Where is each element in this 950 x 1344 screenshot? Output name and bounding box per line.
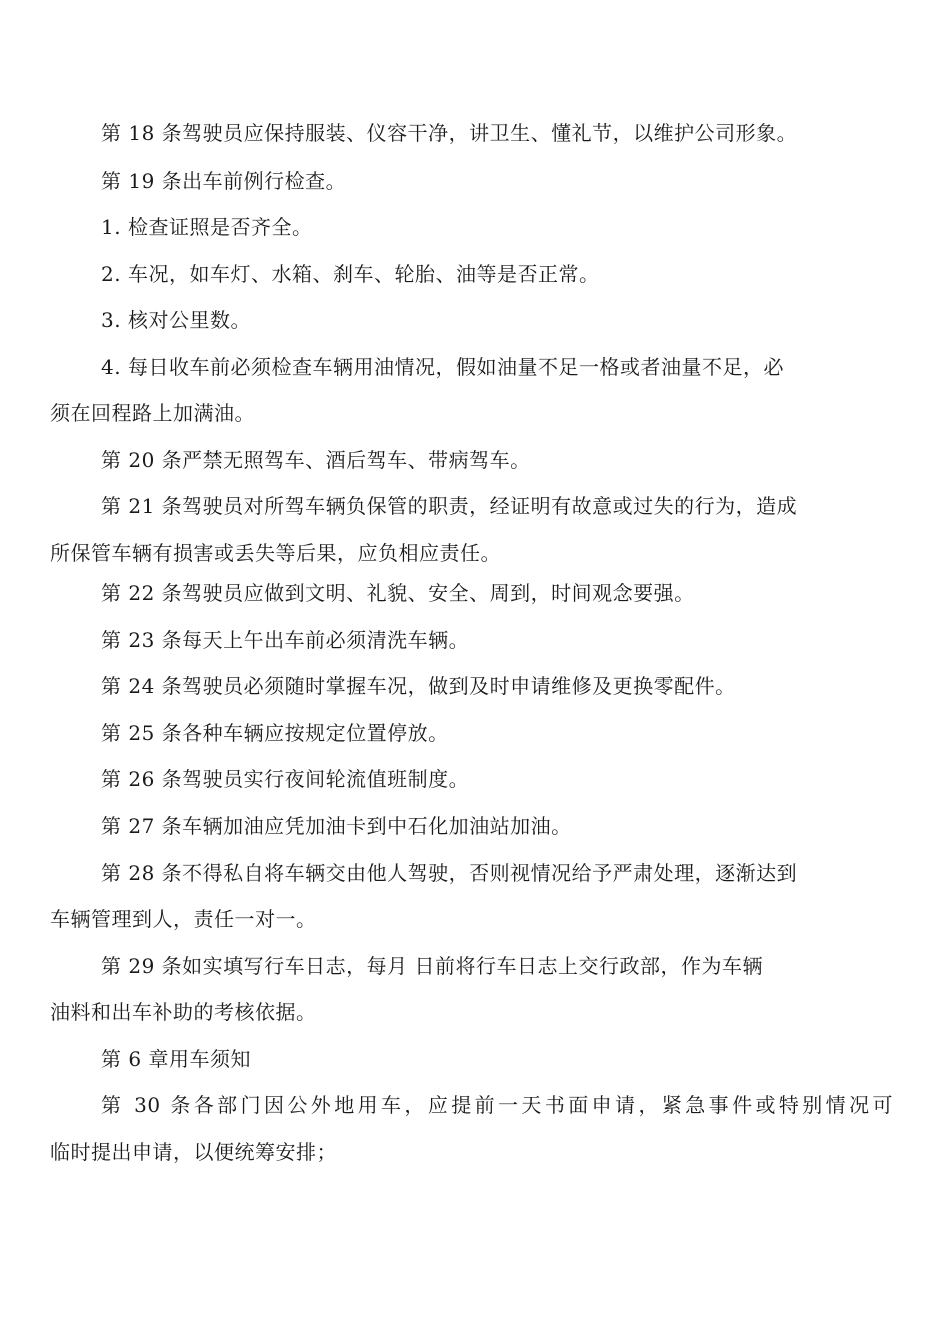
- item-4-continued: 须在回程路上加满油。: [50, 401, 255, 425]
- article-23: 第 23 条每天上午出车前必须清洗车辆。: [101, 628, 470, 652]
- item-4: 4. 每日收车前必须检查车辆用油情况，假如油量不足一格或者油量不足，必: [101, 355, 784, 379]
- article-19: 第 19 条出车前例行检查。: [101, 169, 347, 193]
- article-25: 第 25 条各种车辆应按规定位置停放。: [101, 721, 449, 745]
- article-22: 第 22 条驾驶员应做到文明、礼貌、安全、周到，时间观念要强。: [101, 581, 695, 605]
- article-24: 第 24 条驾驶员必须随时掌握车况，做到及时申请维修及更换零配件。: [101, 674, 736, 698]
- article-18: 第 18 条驾驶员应保持服装、仪容干净，讲卫生、懂礼节，以维护公司形象。: [101, 121, 798, 145]
- article-28-continued: 车辆管理到人，责任一对一。: [50, 907, 317, 931]
- article-21-continued: 所保管车辆有损害或丢失等后果，应负相应责任。: [50, 541, 501, 565]
- article-29-continued: 油料和出车补助的考核依据。: [50, 1000, 317, 1024]
- article-21: 第 21 条驾驶员对所驾车辆负保管的职责，经证明有故意或过失的行为，造成: [101, 494, 798, 518]
- article-26: 第 26 条驾驶员实行夜间轮流值班制度。: [101, 767, 470, 791]
- article-28: 第 28 条不得私自将车辆交由他人驾驶，否则视情况给予严肃处理，逐渐达到: [101, 861, 798, 885]
- article-27: 第 27 条车辆加油应凭加油卡到中石化加油站加油。: [101, 814, 572, 838]
- article-20: 第 20 条严禁无照驾车、酒后驾车、带病驾车。: [101, 448, 531, 472]
- article-30-continued: 临时提出申请，以便统筹安排；: [50, 1140, 337, 1164]
- item-2: 2. 车况，如车灯、水箱、刹车、轮胎、油等是否正常。: [101, 262, 600, 286]
- article-30: 第 30 条各部门因公外地用车，应提前一天书面申请，紧急事件或特别情况可: [101, 1093, 893, 1117]
- item-1: 1. 检查证照是否齐全。: [101, 215, 313, 239]
- chapter-6-heading: 第 6 章用车须知: [101, 1047, 251, 1071]
- item-3: 3. 核对公里数。: [101, 308, 251, 332]
- article-29: 第 29 条如实填写行车日志，每月 日前将行车日志上交行政部，作为车辆: [101, 954, 764, 978]
